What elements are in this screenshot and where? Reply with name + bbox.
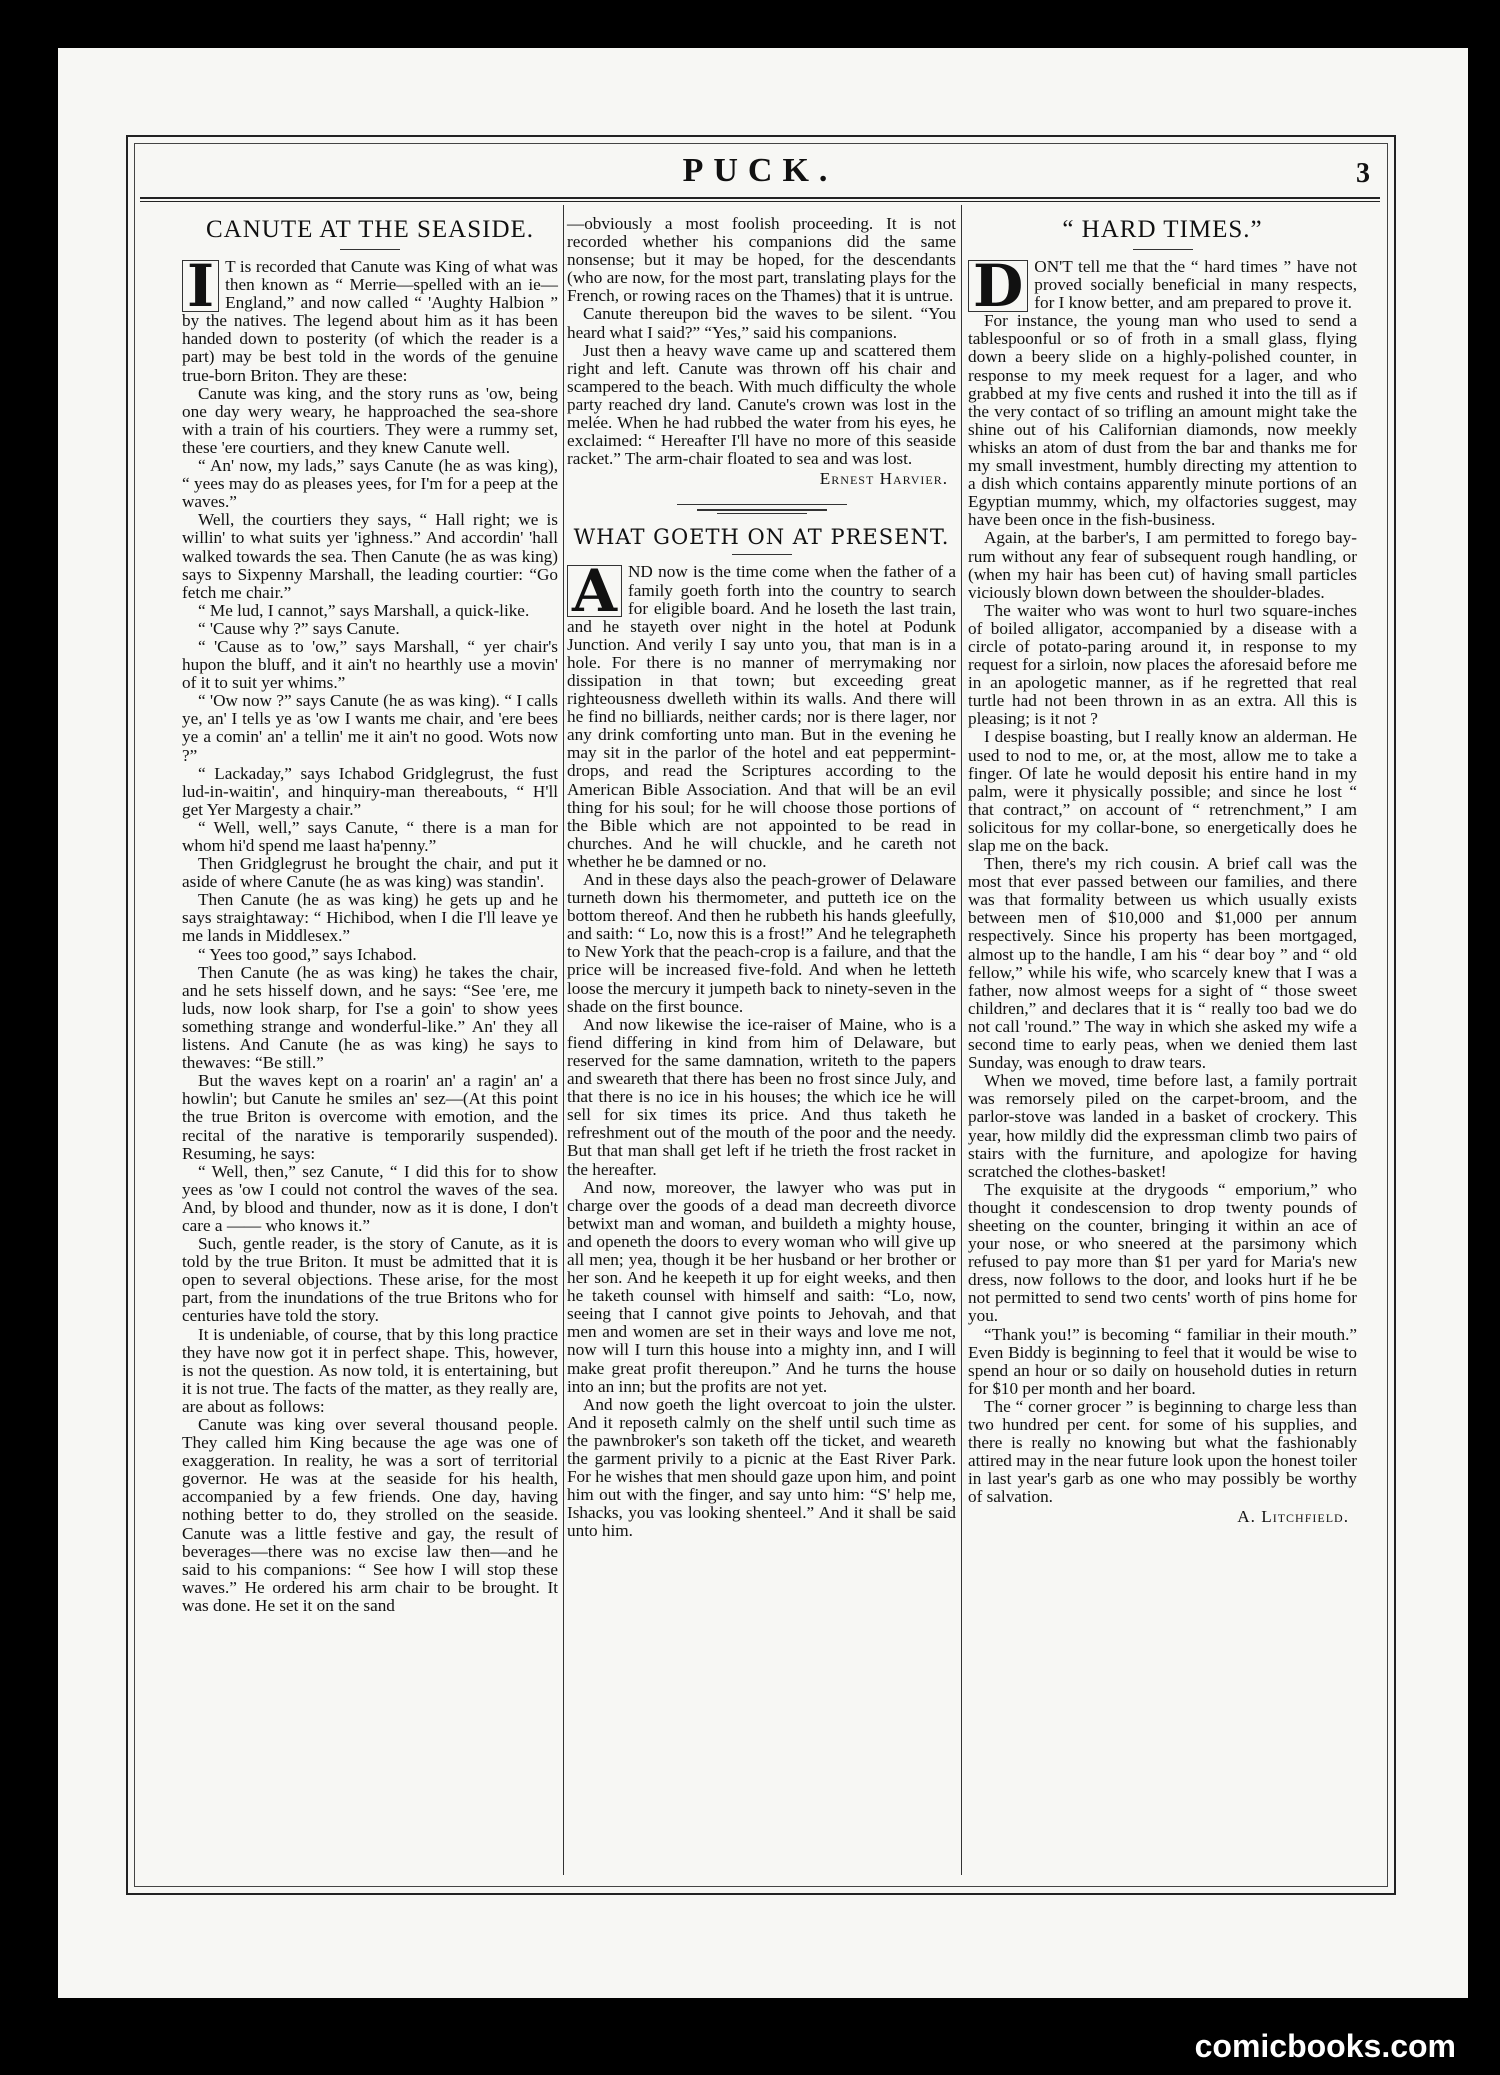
paragraph: When we moved, time before last, a family portrait was remorsely piled on the carpet-broom, and the parlor-stove was landed in a basket of crockery. This year, how mildly did the expressman climb two pairs of stairs with the furniture, and apologize for having scratched the clothes-basket!: [968, 1071, 1357, 1181]
paragraph: And now, moreover, the lawyer who was put in charge over the goods of a dead man decreeth divorce betwixt man and woman, and buildeth a mighty house, and openeth the doors to every woman who will give up all men; yea, though it be her husband or her brother or her son. And he keepeth it up for eight weeks, and then he taketh counsel with himself and saith: “Lo, now, seeing that I cannot give points to Jehovah, and that men and women are set in their ways and love me not, now will I turn this house into a mighty inn, and I will make great profit thereupon.” And he turns the house into an inn; but the profits are not yet.: [567, 1177, 956, 1396]
title-rule: [1133, 249, 1193, 250]
paragraph: “ Me lud, I cannot,” says Marshall, a quick-like.: [198, 600, 530, 620]
article-title-present: WHAT GOETH ON AT PRESENT.: [573, 525, 950, 550]
paragraph: Then Canute (he as was king) he takes the chair, and he sets hisself down, and he says: “See 'ere, me luds, now look sharp, for I'se a goin' to show yees something strange and wonderful-like.” An' they all listens. And Canute (he as was king) he says to thewaves: “Be still.”: [182, 962, 558, 1073]
paragraph: “ 'Cause why ?” says Canute.: [198, 618, 400, 638]
masthead-rule: [140, 197, 1380, 199]
byline-litchfield: A. Litchfield.: [1237, 1507, 1349, 1527]
paragraph: —obviously a most foolish proceeding. It is not recorded whether his companions did the same nonsense; but it may be hoped, for the descendants (who are now, for the most part, translating plays for the French, or rowing races on the Thames) that it is untrue.: [567, 214, 956, 306]
paragraph: Then Gridglegrust he brought the chair, and put it aside of where Canute (he as was king) was standin'.: [182, 854, 558, 892]
byline-harvier: Ernest Harvier.: [819, 469, 948, 489]
paragraph: The waiter who was wont to hurl two square-inches of boiled alligator, accompanied by a disease with a circle of potato-paring around it, in response to my request for a sirloin, now places the aforesaid before me in an apologetic manner, as if he regretted that real turtle had not been thrown in as an extra. All this is pleasing; is it not ?: [968, 600, 1357, 729]
paragraph: And now goeth the light overcoat to join the ulster. And it reposeth calmly on the shelf until such time as the pawnbroker's son taketh off the ticket, and weareth the garment privily to a picnic at the East River Park. For he wishes that men should gaze upon him, and point him out with the finger, and say unto him: “S' help me, Ishacks, you vas looking shenteel.” And it shall be said unto him.: [567, 1394, 956, 1541]
paragraph: Canute thereupon bid the waves to be silent. “You heard what I said?” “Yes,” said his companions.: [567, 304, 956, 342]
paragraph: T is recorded that Canute was King of what was then known as “ Merrie—spelled with an ie—England,” and now called “ 'Aughty Halbion ” by the natives. The legend about him as it has been handed down to posterity (of which the reader is a part) may be best told in the words of the genuine true-born Briton. They are these:: [182, 257, 558, 385]
title-rule: [732, 554, 792, 555]
paragraph: Well, the courtiers they says, “ Hall right; we is willin' to what suits yer 'ighness.” And accordin' 'hall walked towards the sea. Then Canute (he as was king) says to Sixpenny Marshall, the leading courtier: “Go fetch me chair.”: [182, 510, 558, 602]
paragraph: “ 'Ow now ?” says Canute (he as was king). “ I calls ye, an' I tells ye as 'ow I wants me chair, and 'ere bees ye a comin' an' a tellin' me it ain't no good. Wots now ?”: [182, 691, 558, 765]
ornamental-rule: [677, 502, 847, 514]
paragraph: “Thank you!” is becoming “ familiar in their mouth.” Even Biddy is beginning to feel that it would be wise to spend an hour or so daily on household duties in return for $10 per month and her board.: [968, 1324, 1357, 1398]
paragraph: ON'T tell me that the “ hard times ” have not proved socially beneficial in many respects, for I know better, and am prepared to prove it.: [1034, 257, 1357, 313]
paragraph: “ An' now, my lads,” says Canute (he as was king), “ yees may do as pleases yees, for I'm for a peep at the waves.”: [182, 456, 558, 512]
article-title: CANUTE AT THE SEASIDE.: [205, 216, 535, 243]
drop-cap: A: [567, 565, 622, 617]
masthead: [140, 152, 1380, 196]
watermark: comicbooks.com: [1194, 2028, 1456, 2064]
article-body-continued: [567, 215, 956, 468]
article-hard-times: [968, 215, 1357, 1527]
column-divider-2: [961, 205, 962, 1875]
paragraph: Just then a heavy wave came up and scattered them right and left. Canute was thrown off his chair and scampered to the beach. With much difficulty the whole party reached dry land. Canute's crown was lost in the melée. When he had rubbed the water from his eyes, he exclaimed: “ Hereafter I'll have no more of this seaside racket.” The arm-chair floated to sea and was lost.: [567, 340, 956, 469]
masthead-rule-thin: [140, 201, 1380, 202]
title-rule: [340, 249, 400, 250]
paragraph: “ Yees too good,” says Ichabod.: [198, 944, 417, 964]
paragraph: Such, gentle reader, is the story of Canute, as it is told by the true Briton. It must be admitted that it is open to several objections. These arise, for the most part, from the inundations of the true Britons who for centuries have told the story.: [182, 1234, 558, 1326]
paragraph: Canute was king over several thousand people. They called him King because the age was one of exaggeration. In reality, he was a sort of territorial governor. He was at the seaside for his health, accompanied by a few friends. One day, having nothing better to do, they strolled on the seaside. Canute was a little festive and gay, the result of beverages—there was no excise law then—and he said to his companions: “ See how I will stop these waves.” He ordered his arm chair to be brought. It was done. He set it on the sand: [182, 1415, 558, 1615]
paragraph: But the waves kept on a roarin' an' a ragin' an' a howlin'; but Canute he smiles an' sez—(At this point the true Briton is overcome with emotion, and the recital of the narative is temporarily suspended). Resuming, he says:: [182, 1071, 558, 1163]
paragraph: I despise boasting, but I really know an alderman. He used to nod to me, or, at the most, allow me to take a finger. Of late he would deposit his entire hand in my palm, were it physically possible; and since he lost “ that contract,” on account of “ retrenchment,” I am solicitous for my collar-bone, so energetically does he slap me on the back.: [968, 727, 1357, 855]
paragraph: Canute was king, and the story runs as 'ow, being one day wery weary, he happroached the sea-shore with a train of his courtiers. They were a rummy set, these 'ere courtiers, and they knew Canute well.: [182, 383, 558, 457]
paragraph: Then Canute (he as was king) he gets up and he says straightaway: “ Hichibod, when I die I'll leave ye me lands in Middlesex.”: [182, 890, 558, 946]
paragraph: “ Well, well,” says Canute, “ there is a man for whom hi'd spend me laast ha'penny.”: [182, 817, 558, 855]
paragraph: For instance, the young man who used to send a tablespoonful or so of froth in a small glass, flying down a beery slide on a highly-polished counter, in response to my meek request for a lager, and who grabbed at my five cents and rushed it into the till as if the very contact of so trifling an amount might take the shine out of his Californian diamonds, now meekly whisks an atom of dust from the bar and thanks me for my small investment, humbly directing my attention to a dish which contains apparently minute portions of an Egyptian mummy, which, my olfactories suggest, may have been once in the fish-business.: [968, 311, 1357, 530]
column-middle: [567, 215, 956, 1540]
page-number: 3: [1356, 158, 1370, 189]
article-body: [182, 258, 558, 1615]
paragraph: And in these days also the peach-grower of Delaware turneth down his thermometer, and putteth ice on the bottom thereof. And then he rubbeth his hands gleefully, and saith: “ Lo, now this is a frost!” And he telegrapheth to New York that the peach-crop is a failure, and that the price will be increased five-fold. And when he letteth loose the mercury it jumpeth back to ninety-seven in the shade on the first bounce.: [567, 870, 956, 1016]
paragraph: “ 'Cause as to 'ow,” says Marshall, “ yer chair's hupon the bluff, and it ain't no hearthly use a movin' of it to suit yer whims.”: [182, 636, 558, 693]
paragraph: Then, there's my rich cousin. A brief call was the most that ever passed between our families, and there was that formality between us which usually exists between men of $10,000 and $1,000 per annum respectively. Since his property has been mortgaged, almost up to the handle, I am his “ dear boy ” and “ old fellow,” while his wife, who scarcely knew that I was a father, now almost weeps for a sight of “ those sweet children,” and declares that it is “ really too bad we do not call 'round.” The way in which she asked my wife a second time to early peas, when we denied them last Sunday, was enough to draw tears.: [968, 854, 1357, 1073]
paragraph: The “ corner grocer ” is beginning to charge less than two hundred per cent. for some of his supplies, and there is really no knowing but what the fashionably attired may in the near future look upon the honest toiler in last year's garb as one who may possibly be worthy of salvation.: [968, 1396, 1357, 1507]
article-title: “ HARD TIMES.”: [1062, 216, 1263, 243]
drop-cap: D: [968, 260, 1028, 312]
column-divider-1: [563, 205, 564, 1875]
paragraph: ND now is the time come when the father of a family goeth forth into the country to search for eligible board. And he loseth the last train, and he stayeth over night in the hotel at Podunk Junction. And verily I say unto you, that man is in a hole. For there is no manner of merrymaking nor dissipation in that town; but exceeding great righteousness dwelleth within its walls. And there will he find no billiards, neither cards; nor is there lager, nor any drink comforting unto man. But in the evening he may sit in the parlor of the hotel and eat peppermint-drops, and read the Scriptures according to the American Bible Association. And that will be an evil thing for his soul; for he will choose those portions of the Bible which are not appointed to be read in churches. And he will chuckle, and he careth not whether he be damned or no.: [567, 562, 956, 871]
paragraph: Again, at the barber's, I am permitted to forego bay-rum without any fear of subsequent rough handling, or (when my hair has been cut) of having small particles viciously blown down between the shoulder-blades.: [968, 528, 1357, 602]
paragraph: “ Well, then,” sez Canute, “ I did this for to show yees as 'ow I could not control the waves of the sea. And, by blood and thunder, now as it is done, I don't care a —— who knows it.”: [182, 1161, 558, 1235]
paragraph: “ Lackaday,” says Ichabod Gridglegrust, the fust lud-in-waitin', and hinquiry-man thereabouts, “ H'll get Yer Margesty a chair.”: [182, 763, 558, 819]
drop-cap: I: [182, 260, 219, 312]
paragraph: And now likewise the ice-raiser of Maine, who is a fiend differing in kind from him of Delaware, but reserved for the same damnation, writeth to the papers and sweareth that there has been no frost since July, and that there is no ice in his houses; the which ice he will sell for six times its price. And thus taketh he refreshment out of the mouth of the poor and the needy. But that man shall get left if he trieth the frost racket in the hereafter.: [567, 1014, 956, 1179]
masthead-title: PUCK.: [682, 152, 838, 189]
article-canute: [182, 215, 558, 1615]
paragraph: The exquisite at the drygoods “ emporium,” who thought it condescension to drop twenty pounds of sheeting on the counter, bringing it within an ace of your nose, or who sneered at the parsimony which refused to pay more than $1 per yard for Maria's new dress, now follows to the door, and looks hurt if he be not permitted to send two cents' worth of pins home for you.: [968, 1179, 1357, 1326]
article-body: [968, 258, 1357, 1506]
article-body: [567, 563, 956, 1540]
paragraph: It is undeniable, of course, that by this long practice they have now got it in perfect shape. This, however, is not the question. As now told, it is entertaining, but it is not true. The facts of the matter, as they really are, are about as follows:: [182, 1324, 558, 1416]
